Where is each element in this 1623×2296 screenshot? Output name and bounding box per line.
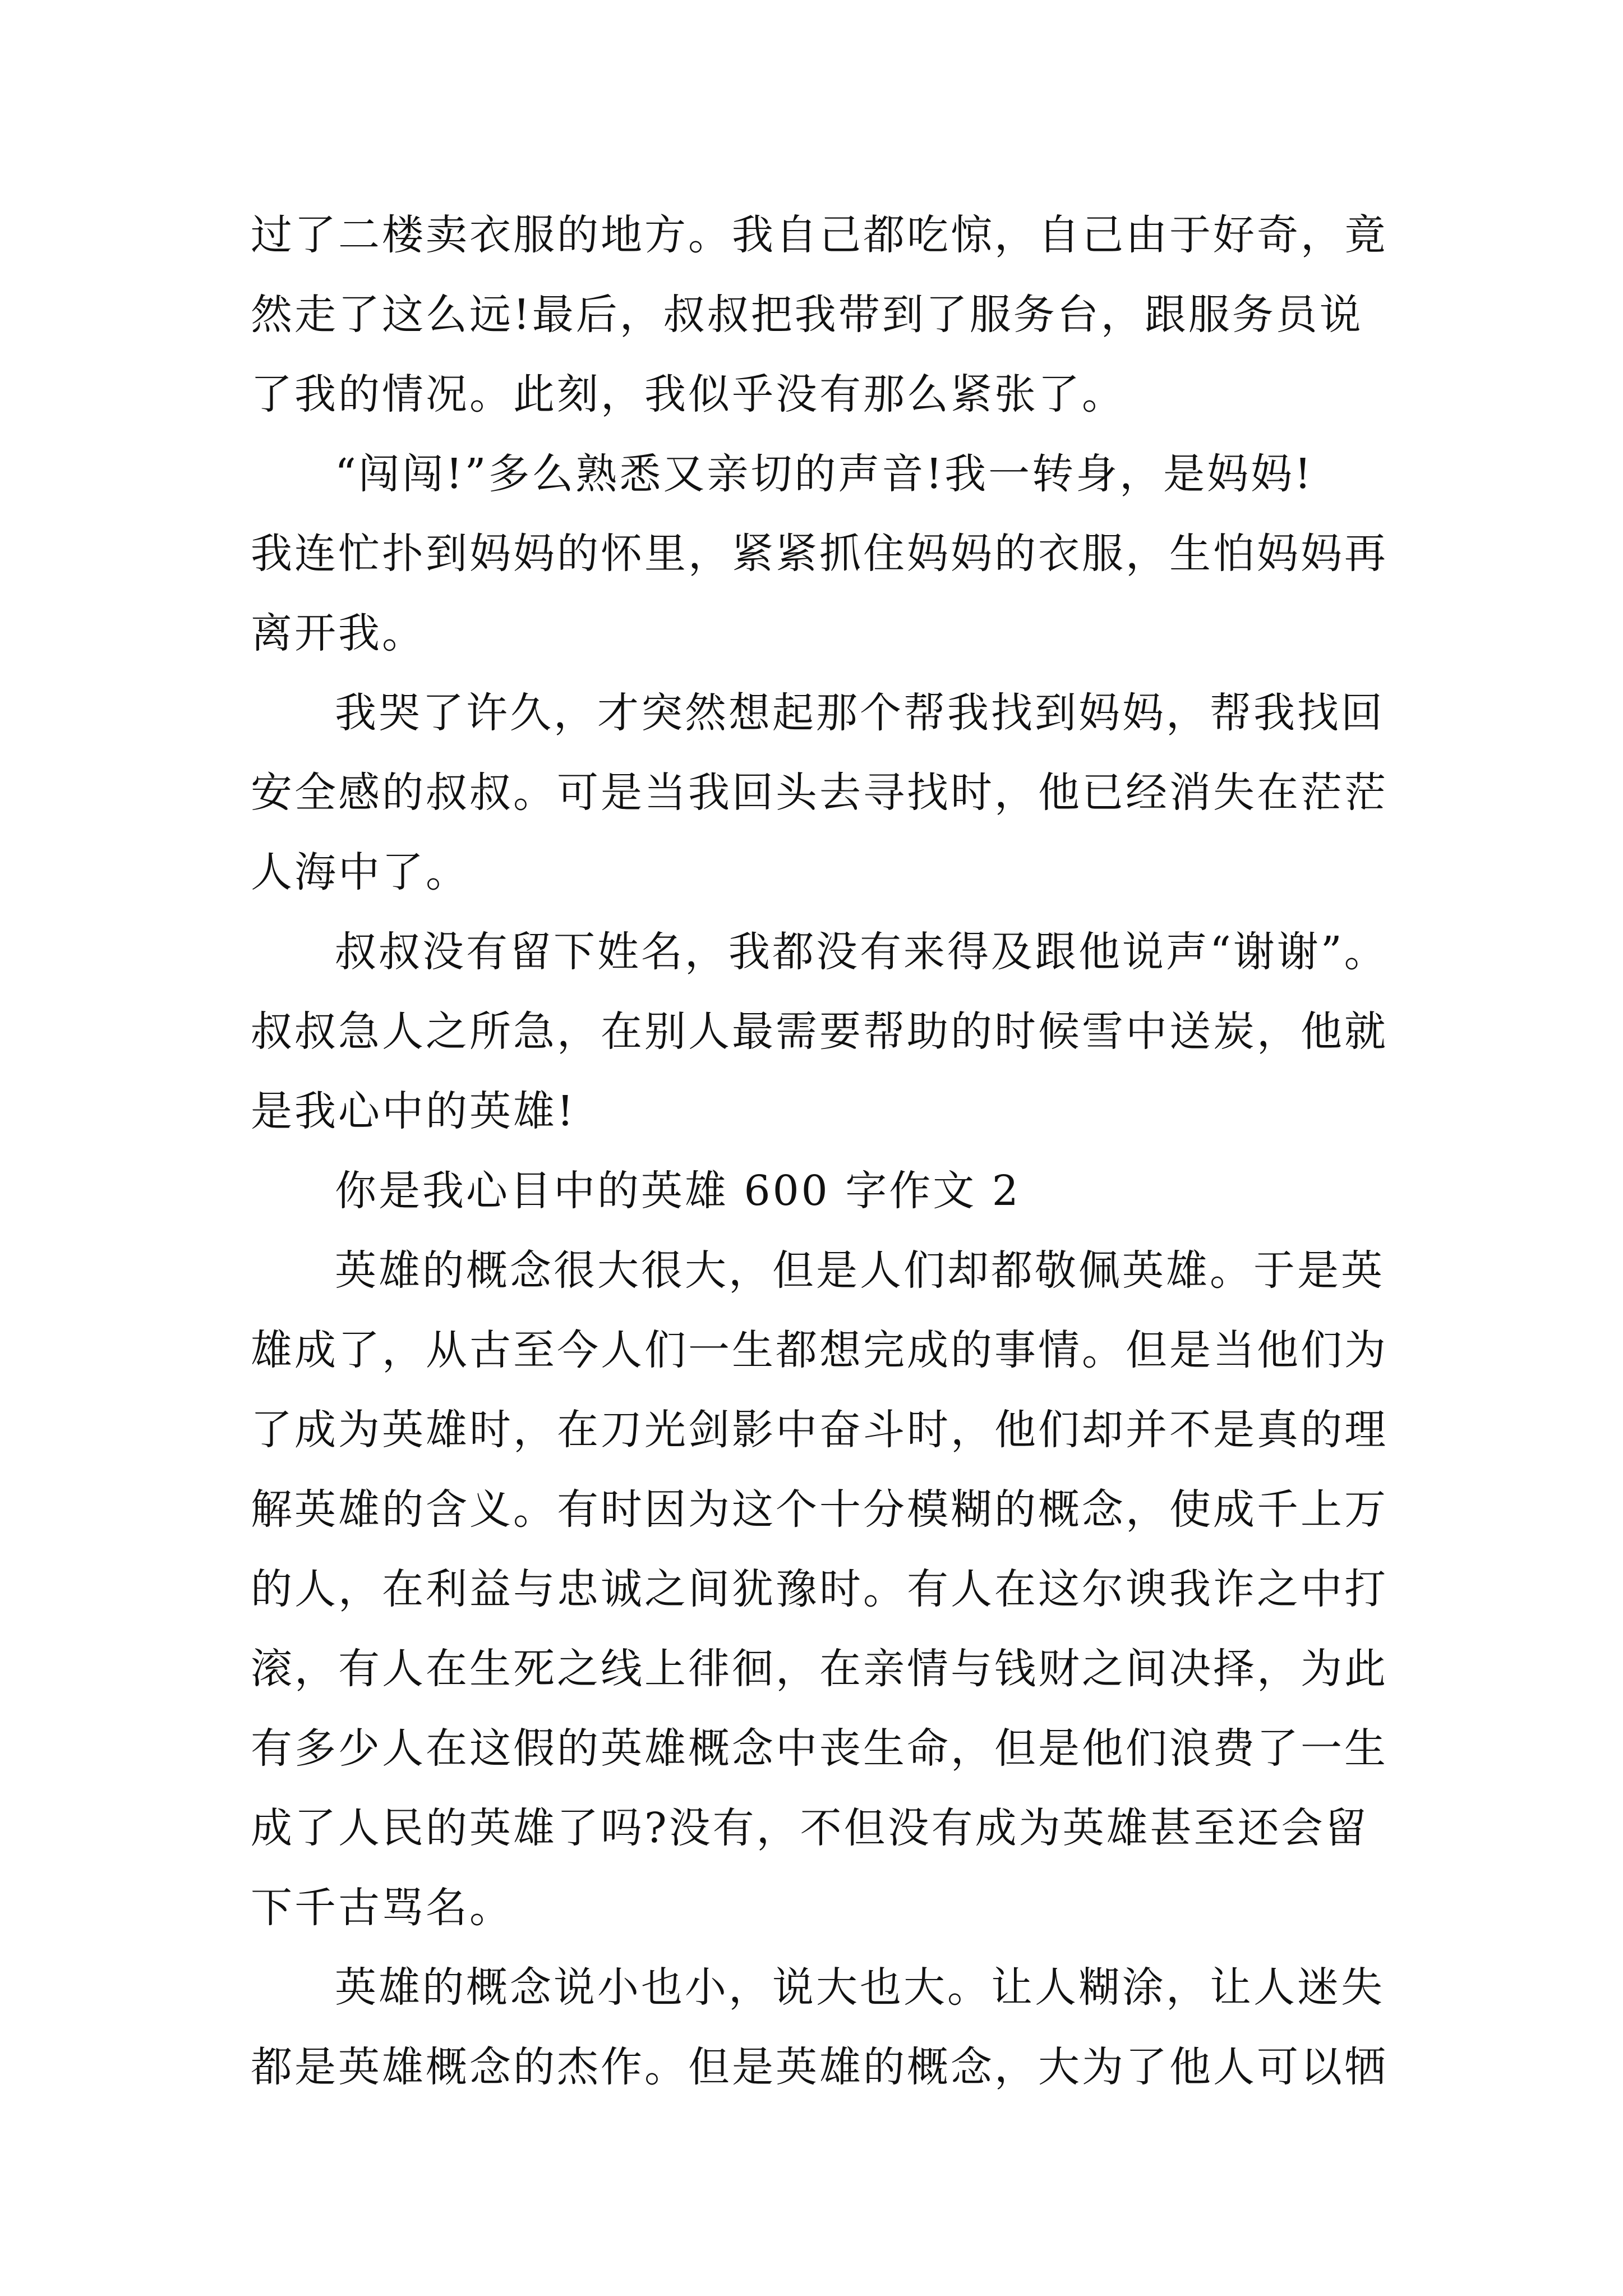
text-line: 然走了这么远!最后，叔叔把我带到了服务台，跟服务员说: [251, 291, 1363, 339]
text-line: 我哭了许久，才突然想起那个帮我找到妈妈，帮我找回: [335, 689, 1385, 737]
text-line: 下千古骂名。: [251, 1884, 513, 1932]
section-heading: 你是我心目中的英雄 600 字作文 2: [335, 1167, 1021, 1215]
text-line: 都是英雄概念的杰作。但是英雄的概念，大为了他人可以牺: [251, 2043, 1388, 2091]
text-line: 离开我。: [251, 609, 426, 657]
text-line: 叔叔急人之所急，在别人最需要帮助的时候雪中送炭，他就: [251, 1007, 1388, 1056]
text-line: 过了二楼卖衣服的地方。我自己都吃惊，自己由于好奇，竟: [251, 211, 1388, 259]
text-line: 我连忙扑到妈妈的怀里，紧紧抓住妈妈的衣服，生怕妈妈再: [251, 530, 1388, 578]
text-line: 了成为英雄时，在刀光剑影中奋斗时，他们却并不是真的理: [251, 1406, 1388, 1454]
text-line: 英雄的概念说小也小，说大也大。让人糊涂，让人迷失: [335, 1963, 1385, 2012]
article-body: [251, 195, 1395, 2107]
text-line: 是我心中的英雄!: [251, 1087, 576, 1135]
text-line: 有多少人在这假的英雄概念中丧生命，但是他们浪费了一生: [251, 1724, 1388, 1773]
text-line: 的人，在利益与忠诚之间犹豫时。有人在这尔谀我诈之中打: [251, 1565, 1388, 1613]
text-line: 安全感的叔叔。可是当我回头去寻找时，他已经消失在茫茫: [251, 769, 1388, 817]
text-line: 人海中了。: [251, 848, 469, 896]
text-line: 英雄的概念很大很大，但是人们却都敬佩英雄。于是英: [335, 1246, 1385, 1295]
text-line: 叔叔没有留下姓名，我都没有来得及跟他说声“谢谢”。: [335, 928, 1388, 976]
text-line: “闯闯!”多么熟悉又亲切的声音!我一转身，是妈妈!: [335, 450, 1313, 498]
text-line: 成了人民的英雄了吗?没有，不但没有成为英雄甚至还会留: [251, 1804, 1369, 1852]
text-line: 解英雄的含义。有时因为这个十分模糊的概念，使成千上万: [251, 1485, 1388, 1534]
text-line: 了我的情况。此刻，我似乎没有那么紧张了。: [251, 370, 1126, 418]
text-line: 雄成了，从古至今人们一生都想完成的事情。但是当他们为: [251, 1326, 1388, 1374]
text-line: 滚，有人在生死之线上徘徊，在亲情与钱财之间决择，为此: [251, 1645, 1388, 1693]
